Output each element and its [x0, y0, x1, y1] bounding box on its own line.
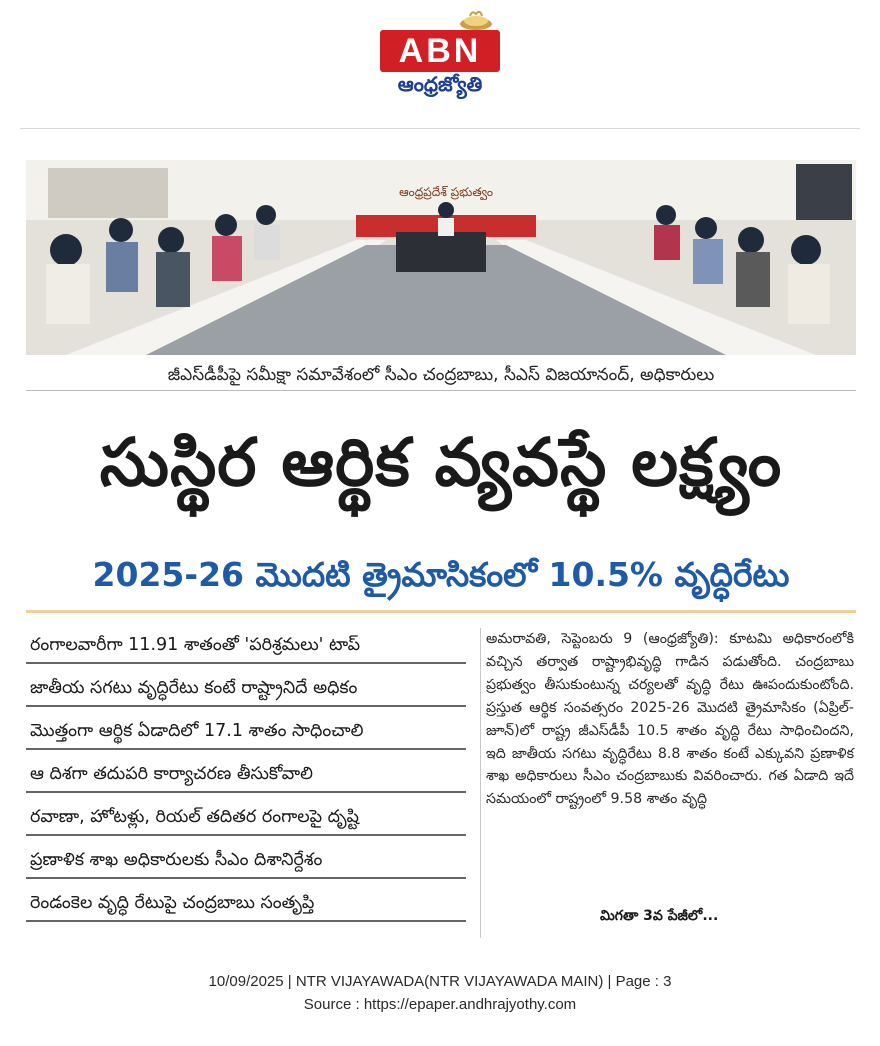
photo-banner-text: ఆంధ్రప్రదేశ్ ప్రభుత్వం	[399, 185, 493, 199]
highlight-item: రెండంకెల వృద్ధి రేటుపై చంద్రబాబు సంతృప్తి	[26, 886, 466, 922]
masthead-divider	[20, 128, 860, 129]
highlight-item: రంగాలవారీగా 11.91 శాతంతో 'పరిశ్రమలు' టాప్	[26, 628, 466, 664]
highlight-item: రవాణా, హోటళ్లు, రియల్ తదితర రంగాలపై దృష్టి	[26, 800, 466, 836]
logo-subtitle: ఆంధ్రజ్యోతి	[397, 72, 483, 96]
highlight-item: ప్రణాళిక శాఖ అధికారులకు సీఎం దిశానిర్దేశం	[26, 843, 466, 879]
footer-edition-info: 10/09/2025 | NTR VIJAYAWADA(NTR VIJAYAWADA MAIN) | Page : 3	[208, 973, 672, 990]
highlight-item: ఆ దిశగా తదుపరి కార్యాచరణ తీసుకోవాలి	[26, 757, 466, 793]
masthead-logo	[360, 8, 530, 104]
continued-note: మిగతా 3వ పేజీలో...	[600, 908, 719, 924]
footer-source: Source : https://epaper.andhrajyothy.com	[303, 996, 577, 1013]
photo-caption: జీఎస్‌డీపీపై సమీక్షా సమావేశంలో సీఎం చంద్రబాబు, సీఎస్ విజయానంద్, అధికారులు	[26, 360, 856, 391]
article-body: అమరావతి, సెప్టెంబరు 9 (ఆంధ్రజ్యోతి): కూటమి అధికారంలోకి వచ్చిన తర్వాత రాష్ట్రాభివృద్ధి గాడిన పడుతోంది. చంద్రబాబు ప్రభుత్వం తీసుకుంటున్న చర్యలతో వృద్ధి రేటు ఊపందుకుంటోంది. ప్రస్తుత ఆర్థిక సంవత్సరం 2025-26 మొదటి త్రైమాసికం (ఏప్రిల్-జూన్)లో రాష్ట్ర జీఎస్‌డీపీ 10.5 శాతం వృద్ధి రేటు సాధించిందని, ఇది జాతీయ సగటు వృద్ధిరేటు 8.8 శాతం కంటే ఎక్కువని ప్రణాళిక శాఖ అధికారులు సీఎం చంద్రబాబుకు వివరించారు. గత ఏడాది ఇదే సమయంలో రాష్ట్రంలో 9.58 శాతం వృద్ధి	[486, 631, 854, 808]
subheadline: 2025-26 మొదటి త్రైమాసికంలో 10.5% వృద్ధిరేటు	[26, 540, 856, 613]
highlight-item: జాతీయ సగటు వృద్ధిరేటు కంటే రాష్ట్రానిదే అధికం	[26, 671, 466, 707]
coffee-cup-icon	[456, 8, 496, 32]
highlight-item: మొత్తంగా ఆర్థిక ఏడాదిలో 17.1 శాతం సాధించాలి	[26, 714, 466, 750]
column-separator	[480, 628, 481, 938]
headline: సుస్థిర ఆర్థిక వ్యవస్థే లక్ష్యం	[99, 424, 783, 501]
highlights-list	[26, 628, 466, 922]
logo-abn: ABN	[380, 30, 500, 72]
meeting-photo	[26, 160, 856, 355]
